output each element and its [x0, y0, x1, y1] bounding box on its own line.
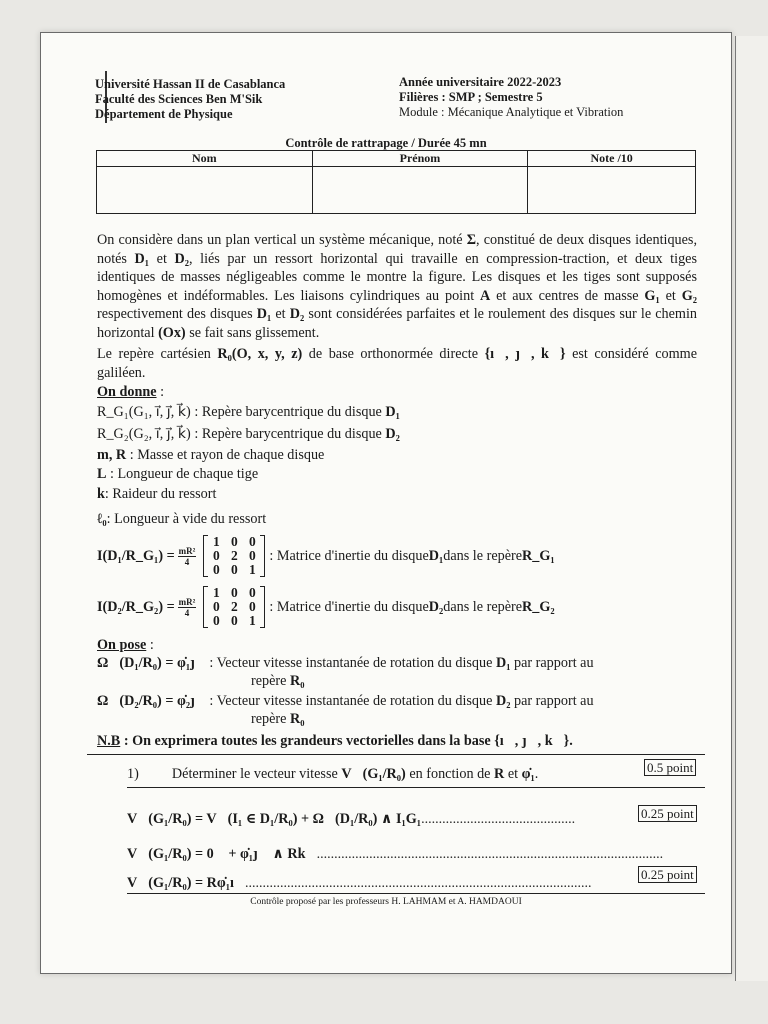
given-item [97, 403, 400, 421]
given-text: : Repère barycentrique du disque [190, 404, 386, 420]
nb-label: N.B [97, 733, 121, 749]
omega1-def [97, 654, 594, 672]
inertia-text: : Matrice d'inertie du disque [269, 548, 429, 564]
inertia-fraction [178, 546, 197, 567]
question-var: R [494, 766, 505, 782]
frac-den: 4 [184, 607, 190, 618]
inertia-lhs: I(D₂/R_G₂) = [97, 599, 175, 615]
answer-eq: V⃗(G₁/R₀) = 0⃗ + φ̇₁ȷ⃗ ∧ Rk⃗ [127, 846, 317, 862]
section-rule [87, 754, 705, 755]
omega1-text: repère [251, 673, 290, 689]
inertia-bold: D₂ [428, 599, 444, 615]
given-text: : Raideur du ressort [104, 486, 217, 502]
disk-d2: D₂ [174, 250, 189, 267]
given-symbol: k [97, 486, 105, 502]
given-item [97, 465, 258, 483]
given-colon: : [156, 384, 165, 400]
frac-num: mR² [178, 596, 196, 607]
matrix-cell: 0 [231, 562, 238, 577]
header-note: Note /10 [528, 151, 696, 167]
intro-text: On considère dans un plan vertical un système mécanique, noté [97, 232, 467, 248]
axis-ox: (Ox) [158, 324, 186, 341]
matrix-cell: 2 [231, 548, 238, 563]
student-id-table [96, 150, 696, 214]
problem-statement [97, 231, 697, 343]
section-rule [127, 787, 705, 788]
omega2-symbol: Ω⃗(D₂/R₀) = φ̇₂ȷ⃗ [97, 693, 206, 709]
answer-eq: V⃗(G₁/R₀) = Rφ̇₁ı⃗ [127, 875, 245, 891]
given-text: : Masse et rayon de chaque disque [126, 447, 325, 463]
answer-1-points: 0.25 point [638, 805, 697, 822]
intro-text: se fait sans glissement. [185, 324, 320, 341]
given-symbol: R_G₂(G₂, ı⃗, ȷ⃗, k⃗) [97, 426, 191, 442]
pose-title: On pose [97, 637, 147, 653]
exam-title: Contrôle de rattrapage / Durée 45 mn [285, 136, 487, 150]
point-a: A [480, 287, 491, 304]
ref-text: Le repère cartésien [97, 346, 218, 362]
disk-d1: D₁ [134, 250, 150, 267]
nota-bene [97, 732, 573, 750]
given-bold: D₂ [385, 426, 400, 442]
omega1-bold: D₁ [495, 655, 511, 671]
matrix-cell: 0 [213, 548, 220, 563]
ref-frame: R₀(O, x, y, z) [217, 346, 303, 362]
frac-num: mR² [178, 545, 196, 556]
header-nom: Nom [97, 151, 313, 167]
center-g2: G₂ [681, 287, 697, 304]
answer-dots: ................................................................................................... [244, 876, 592, 891]
omega1-text: : Vecteur vitesse instantanée de rotation du disque [205, 655, 496, 671]
exam-sheet [40, 32, 732, 974]
matrix-cell: 1 [213, 534, 220, 549]
given-item [97, 446, 324, 464]
given-bold: D₁ [385, 404, 400, 420]
header-prenom: Prénom [312, 151, 528, 167]
ref-text: de base orthonormée directe [302, 346, 485, 362]
omega2-text: : Vecteur vitesse instantanée de rotation du disque [205, 693, 496, 709]
given-text: : Longueur de chaque tige [106, 466, 259, 482]
center-g1: G₁ [644, 287, 660, 304]
department-name: Département de Physique [95, 107, 233, 121]
question-text: . [534, 766, 539, 782]
sigma-symbol: Σ [466, 232, 477, 248]
intro-text: et aux centres de masse [490, 287, 645, 304]
course-header [399, 75, 623, 120]
module-name: Module : Mécanique Analytique et Vibration [399, 105, 624, 119]
disk-d2: D₂ [289, 306, 305, 323]
matrix-cell: 1 [249, 613, 256, 628]
matrix-cell: 0 [213, 599, 220, 614]
nb-base: {ı⃗, ȷ⃗, k⃗}. [494, 733, 573, 749]
frac-den: 4 [184, 556, 190, 567]
university-name: Université Hassan II de Casablanca [95, 77, 286, 91]
omega1-bold: R₀ [289, 673, 305, 689]
given-title: On donne [97, 384, 157, 400]
section-rule [127, 893, 705, 894]
pose-colon: : [146, 637, 154, 653]
matrix-cell: 0 [249, 534, 256, 549]
omega1-symbol: Ω⃗(D₁/R₀) = φ̇₁ȷ⃗ [97, 655, 206, 671]
nb-text: : On exprimera toutes les grandeurs vectorielles dans la base [120, 733, 495, 749]
question-text: et [504, 766, 522, 782]
answer-dots: ............................................ [421, 812, 576, 827]
footer-credit: Contrôle proposé par les professeurs H. LAHMAM et A. HAMDAOUI [250, 897, 522, 907]
disk-d1: D₁ [256, 306, 272, 323]
given-symbol: ℓ₀ [97, 511, 107, 527]
ref-base: {ı⃗, ȷ⃗, k⃗} [484, 346, 566, 362]
question-1-points: 0.5 point [644, 759, 696, 776]
matrix [203, 586, 265, 628]
intro-text: , liés par un ressort horizontal qui travaille en compression-traction, et deux tiges identiques de masses négligeables comme le montre la figure. Les disques et les tiges sont supposés homogènes et indéformables. Les liaisons cylindriques au point [97, 250, 697, 304]
question-text: en fonction de [405, 766, 495, 782]
intro-text: et [149, 250, 175, 267]
omega1-def-cont [251, 672, 304, 690]
inertia-bold: D₁ [428, 548, 444, 564]
given-symbol: R_G₁(G₁, ı⃗, ȷ⃗, k⃗) [97, 404, 191, 420]
omega2-text: par rapport au [510, 693, 594, 709]
matrix-cell: 0 [249, 548, 256, 563]
question-var: φ̇₁ [521, 766, 535, 782]
nom-cell[interactable] [97, 167, 313, 214]
question-text: Déterminer le vecteur vitesse [171, 766, 342, 782]
intro-text: sont considérées parfaites et le roulement des disques sur le chemin horizontal [97, 306, 697, 341]
inertia-text: dans le repère [443, 599, 523, 615]
inertia-text: dans le repère [443, 548, 523, 564]
given-symbol: m, R [97, 447, 127, 463]
answer-line-3 [127, 874, 591, 893]
intro-text: , constitué de deux disques identiques, notés [97, 232, 698, 267]
omega2-text: repère [251, 711, 290, 727]
answer-line-1 [127, 810, 575, 829]
academic-year: Année universitaire 2022-2023 [399, 75, 562, 89]
question-vector: V⃗(G₁/R₀) [341, 766, 406, 782]
inertia-lhs: I(D₁/R_G₁) = [97, 548, 175, 564]
question-number: 1) [127, 766, 139, 782]
inertia-text: : Matrice d'inertie du disque [269, 599, 429, 615]
matrix-cell: 0 [231, 534, 238, 549]
matrix-cell: 1 [213, 585, 220, 600]
question-1 [127, 765, 538, 783]
given-heading [97, 383, 164, 401]
reference-frame-text [97, 345, 697, 382]
matrix-cell: 2 [231, 599, 238, 614]
given-item [97, 510, 266, 528]
intro-text: et [271, 306, 290, 323]
inertia-matrix-d2 [97, 586, 555, 628]
matrix-cell: 0 [231, 585, 238, 600]
inertia-bold: R_G₁ [522, 548, 555, 564]
matrix-cell: 0 [213, 562, 220, 577]
omega2-def [97, 692, 594, 710]
omega1-text: par rapport au [510, 655, 594, 671]
intro-text: et [659, 287, 682, 304]
ref-text: est considéré comme galiléen. [97, 346, 697, 381]
prenom-cell[interactable] [312, 167, 528, 214]
faculty-name: Faculté des Sciences Ben M'Sik [95, 92, 263, 106]
answer-eq: V⃗(G₁/R₀) = V⃗(I₁ ∈ D₁/R₀) + Ω⃗(D₁/R₀) ∧ I₁G₁ [127, 811, 422, 827]
matrix-cell: 0 [249, 585, 256, 600]
intro-text: respectivement des disques [97, 306, 257, 323]
institution-header [95, 77, 285, 122]
answer-line-2 [127, 845, 663, 864]
given-item [97, 485, 216, 503]
inertia-matrix-d1 [97, 535, 555, 577]
answer-dots: ................................................................................................... [316, 847, 664, 862]
pose-heading [97, 636, 154, 654]
matrix-cell: 1 [249, 562, 256, 577]
omega2-bold: R₀ [289, 711, 305, 727]
inertia-bold: R_G₂ [522, 599, 555, 615]
next-page-edge [735, 36, 768, 981]
given-item [97, 425, 400, 443]
given-text: : Longueur à vide du ressort [106, 511, 267, 527]
answer-3-points: 0.25 point [638, 866, 697, 883]
matrix [203, 535, 265, 577]
matrix-cell: 0 [213, 613, 220, 628]
matrix-cell: 0 [231, 613, 238, 628]
omega2-bold: D₂ [495, 693, 511, 709]
inertia-fraction [178, 597, 197, 618]
omega2-def-cont [251, 710, 304, 728]
given-symbol: L [97, 466, 107, 482]
matrix-cell: 0 [249, 599, 256, 614]
note-cell[interactable] [528, 167, 696, 214]
given-text: : Repère barycentrique du disque [190, 426, 386, 442]
program: Filières : SMP ; Semestre 5 [399, 90, 543, 104]
